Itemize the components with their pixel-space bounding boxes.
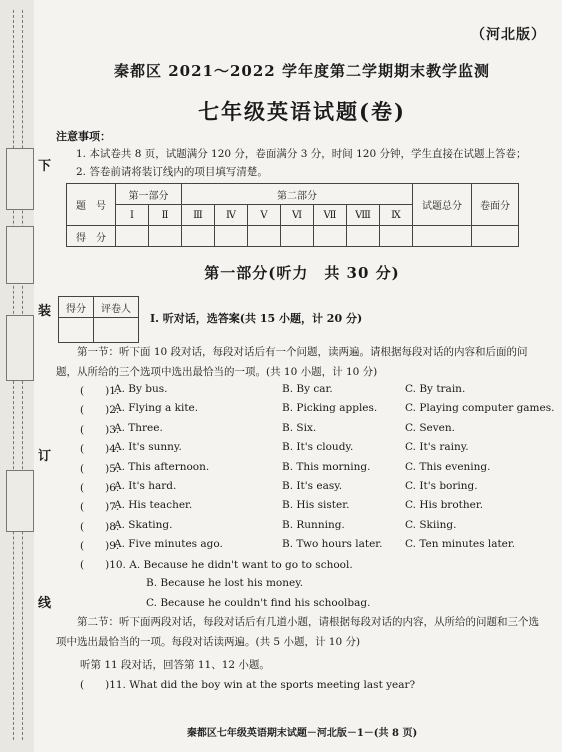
- option-c: C. By train.: [405, 383, 466, 395]
- option-b: B. Because he lost his money.: [146, 577, 304, 589]
- binding-label-zhuang: 装: [38, 304, 52, 319]
- question-row: [80, 480, 550, 498]
- option-a: A. By bus.: [114, 383, 168, 395]
- neatness-score-header: 卷面分: [472, 184, 519, 226]
- score-cell[interactable]: [182, 226, 215, 247]
- section-numeral: Ⅲ: [182, 205, 215, 226]
- option-a: A. Five minutes ago.: [114, 538, 223, 551]
- instruction-paragraph: 第二节：听下面两段对话，每段对话后有几道小题，请根据每段对话的内容，从所给的问题和三个选项中选出最恰当的一项。每段对话读两遍。(共 5 小题，计 10 分): [56, 616, 539, 648]
- answer-blank: ( )4.: [80, 443, 120, 456]
- option-c: C. Because he couldn't find his schoolbag.: [146, 597, 371, 609]
- exam-title: 秦都区 2021～2022 学年度第二学期期末教学监测: [114, 62, 490, 80]
- option-c: C. Seven.: [405, 421, 455, 434]
- question-row: [80, 441, 550, 459]
- row-label-score: 得 分: [67, 226, 116, 247]
- part-heading: Ⅰ. 听对话，选答案(共 15 小题，计 20 分): [150, 312, 363, 325]
- option-b: B. It's cloudy.: [282, 441, 354, 454]
- notice-item: 1. 本试卷共 8 页，试题满分 120 分，卷面满分 3 分，时间 120 分钟，学生直接在试题上答卷；: [76, 148, 527, 160]
- question-11: ( )11. What did the boy win at the sports meeting last year?: [80, 679, 416, 691]
- section-numeral: Ⅴ: [248, 205, 281, 226]
- grader-score-label: 得分: [59, 297, 94, 318]
- notice-item: 2. 答卷前请将装订线内的项目填写清楚。: [76, 166, 268, 178]
- answer-blank: ( )3.: [80, 423, 120, 436]
- answer-blank: ( )6.: [80, 482, 120, 494]
- score-table: [66, 183, 519, 247]
- binding-field-box: [6, 226, 34, 284]
- grader-box: [58, 296, 139, 343]
- binding-label-ding: 订: [38, 449, 52, 464]
- section-numeral: Ⅰ: [116, 205, 149, 226]
- option-b: B. It's easy.: [282, 480, 343, 492]
- question-row: [80, 402, 555, 420]
- section-numeral: Ⅷ: [347, 205, 380, 226]
- option-a: A. Flying a kite.: [114, 402, 199, 415]
- instruction-paragraph: 第一节：听下面 10 段对话，每段对话后有一个问题，读两遍。请根据每段对话的内容和后面的问题，从所给的三个选项中选出最恰当的一项。(共 10 小题，计 10 分): [56, 346, 528, 378]
- option-c: C. His brother.: [405, 499, 484, 512]
- answer-blank: ( )5.: [80, 462, 120, 475]
- section-title: 第一部分(听力 共 30 分): [204, 264, 400, 282]
- question-row: [80, 499, 550, 517]
- paper-title: 七年级英语试题(卷): [198, 99, 406, 124]
- question-row: [80, 422, 550, 440]
- grader-name-label: 评卷人: [94, 297, 139, 318]
- score-cell[interactable]: [149, 226, 182, 247]
- option-c: C. Ten minutes later.: [405, 538, 516, 551]
- edition-label: （河北版）: [471, 27, 546, 43]
- total-score-header: 试题总分: [413, 184, 472, 226]
- page-footer: 秦都区七年级英语期末试题－河北版－1－(共 8 页): [186, 728, 418, 739]
- score-cell[interactable]: [281, 226, 314, 247]
- answer-blank: ( )1.: [80, 385, 120, 397]
- answer-blank: ( )9.: [80, 540, 120, 553]
- question-row: [80, 383, 550, 401]
- section-numeral: Ⅸ: [380, 205, 413, 226]
- answer-blank: ( )2.: [80, 404, 120, 417]
- option-c: C. Playing computer games.: [405, 402, 555, 415]
- option-b: B. Running.: [282, 518, 345, 531]
- answer-blank: ( )10.: [80, 559, 126, 571]
- question-10: [80, 557, 353, 572]
- option-b: B. Two hours later.: [282, 538, 383, 551]
- part1-header: 第一部分: [116, 184, 182, 205]
- option-a: A. Three.: [114, 421, 163, 434]
- option-c: C. This evening.: [405, 460, 491, 473]
- section-numeral: Ⅳ: [215, 205, 248, 226]
- question-row: [80, 461, 550, 479]
- question-row: [80, 519, 550, 537]
- score-cell[interactable]: [314, 226, 347, 247]
- option-a: A. Skating.: [114, 518, 173, 531]
- option-a: A. It's hard.: [114, 480, 177, 492]
- option-c: C. It's rainy.: [405, 441, 469, 454]
- binding-label-xian: 线: [38, 596, 52, 611]
- grader-name-cell[interactable]: [94, 318, 139, 343]
- answer-blank: ( )7.: [80, 501, 120, 514]
- score-cell[interactable]: [472, 226, 519, 247]
- binding-field-box: [6, 148, 34, 210]
- option-a: A. It's sunny.: [114, 441, 182, 454]
- option-b: B. His sister.: [282, 499, 350, 512]
- notice-title: 注意事项：: [56, 130, 111, 143]
- binding-label-xia: 下: [38, 159, 52, 174]
- option-b: B. Picking apples.: [282, 402, 378, 415]
- exam-page: [52, 0, 555, 752]
- section-numeral: Ⅱ: [149, 205, 182, 226]
- row-label-question-number: 题 号: [67, 184, 116, 226]
- option-b: B. This morning.: [282, 460, 371, 473]
- option-a: A. Because he didn't want to go to school.: [129, 559, 353, 571]
- part2-header: 第二部分: [182, 184, 413, 205]
- section-numeral: Ⅶ: [314, 205, 347, 226]
- option-c: C. It's boring.: [405, 480, 478, 492]
- score-cell[interactable]: [248, 226, 281, 247]
- score-cell[interactable]: [347, 226, 380, 247]
- score-cell[interactable]: [116, 226, 149, 247]
- option-a: A. His teacher.: [114, 499, 193, 512]
- grader-score-cell[interactable]: [59, 318, 94, 343]
- binding-field-box: [6, 470, 34, 532]
- answer-blank: ( )8.: [80, 520, 120, 533]
- question-row: [80, 538, 550, 556]
- option-c: C. Skiing.: [405, 518, 457, 531]
- option-a: A. This afternoon.: [114, 460, 210, 473]
- score-cell[interactable]: [413, 226, 472, 247]
- option-b: B. By car.: [282, 383, 333, 395]
- score-cell[interactable]: [215, 226, 248, 247]
- binding-field-box: [6, 315, 34, 381]
- section-numeral: Ⅵ: [281, 205, 314, 226]
- option-b: B. Six.: [282, 421, 317, 434]
- dialogue-instruction: 听第 11 段对话，回答第 11、12 小题。: [80, 659, 270, 671]
- score-cell[interactable]: [380, 226, 413, 247]
